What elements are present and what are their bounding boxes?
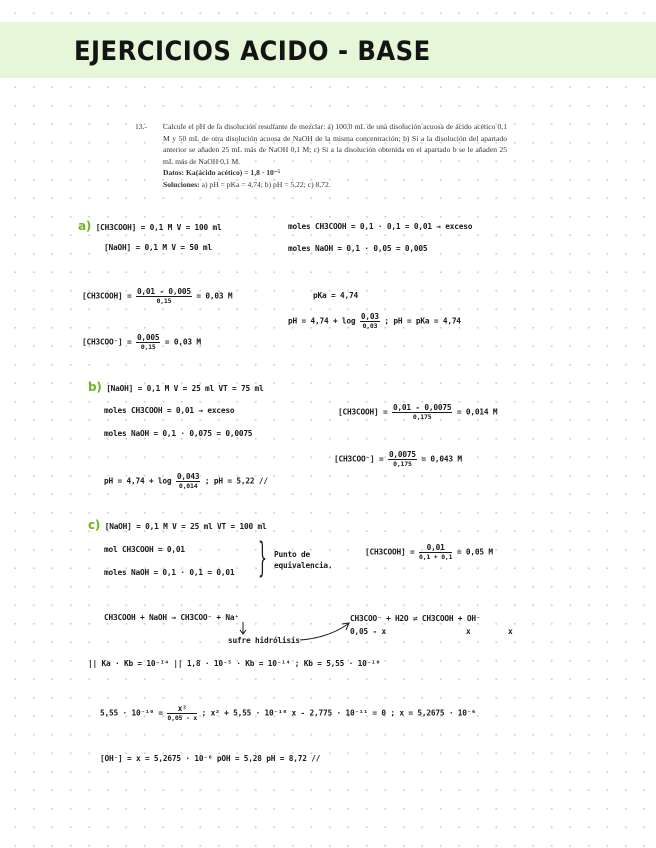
numerator: 0,01 - 0,0075 (392, 403, 452, 412)
part-b-moles-acid: moles CH3COOH = 0,01 → exceso (104, 406, 235, 415)
fraction (392, 403, 452, 422)
part-c-line1: [NaOH] = 0,1 M V = 25 ml VT = 100 ml (104, 522, 267, 531)
curly-brace: } (258, 535, 267, 581)
solutions-label: Soluciones: (163, 179, 200, 189)
numerator: 0,043 (176, 472, 200, 481)
part-c-mol-acid: mol CH3COOH = 0,01 (104, 545, 185, 554)
eq-lhs: 5,55 · 10⁻¹⁰ = (100, 708, 163, 718)
denominator: 0,014 (178, 482, 198, 490)
conc-lhs: [CH3COO⁻] = (334, 454, 384, 464)
numerator: 0,005 (136, 333, 160, 342)
conc-lhs: [CH3COOH] = (82, 291, 132, 301)
ph-lhs: pH = 4,74 + log (104, 476, 172, 486)
curved-arrow-icon (298, 620, 354, 644)
part-a-label: a) (78, 219, 92, 233)
denominator: 0,15 (140, 343, 156, 351)
part-c-x-hydroxide: x (508, 627, 513, 636)
part-a-moles-base: moles NaOH = 0,1 · 0,05 = 0,005 (288, 244, 428, 253)
fraction (388, 450, 417, 469)
conc-lhs: [CH3COOH] = (365, 547, 415, 557)
ph-lhs: pH = 4,74 + log (288, 316, 356, 326)
problem-number: 13.- (135, 122, 148, 131)
page-title: EJERCICIOS ACIDO - BASE (74, 36, 431, 67)
part-b-moles-base: moles NaOH = 0,1 · 0,075 = 0,0075 (104, 429, 253, 438)
conc-result: = 0,03 M (164, 337, 201, 347)
numerator: x² (167, 704, 197, 714)
problem-body: Calcule el pH de la disolución resultante de mezclar: a) 100,0 mL de una disolución acuosa de ácido acético 0,1 M y 50 mL de otra disolución acuosa de NaOH de la misma concentración; b) Si a la disolución del apartado anterior se añaden 25 mL más de NaOH 0,1 M; c) Si a la disolución obtenida en el apartado b se le añaden 25 mL más de NaOH 0,1 M. (163, 122, 507, 166)
part-c-x-acid: x (466, 627, 471, 636)
part-a-pka: pKa = 4,74 (313, 291, 358, 300)
part-b-section (88, 380, 263, 394)
part-a-conc-acetate (82, 333, 201, 352)
part-a-line1: [CH3COOH] = 0,1 M V = 100 ml (95, 223, 222, 232)
part-c-hidrolisis: sufre hidrólisis (228, 636, 300, 645)
ph-result: ; pH = pKa = 4,74 (384, 316, 461, 326)
numerator: 0,01 - 0,005 (136, 287, 191, 296)
part-c-conc-acid (365, 543, 493, 562)
part-a-section (78, 219, 222, 233)
denominator: 0,175 (412, 413, 432, 421)
part-c-final: [OH⁻] = x = 5,2675 · 10⁻⁶ pOH = 5,28 pH = 8,72 // (100, 754, 321, 763)
denominator: 0,15 (156, 297, 172, 305)
conc-lhs: [CH3COOH] = (338, 407, 388, 417)
part-b-ph (104, 472, 268, 491)
solutions-values: a) pH = pKa = 4,74; b) pH = 5,22; c) 8,72. (201, 179, 331, 189)
part-c-section (88, 518, 267, 532)
eq-result: ; x² + 5,55 · 10⁻¹⁰ x - 2,775 · 10⁻¹¹ = 0 ; x = 5,2675 · 10⁻⁶ (201, 708, 476, 718)
part-c-mol-base: moles NaOH = 0,1 · 0,1 = 0,01 (104, 568, 235, 577)
part-c-hydrolysis-initial: 0,05 - x (350, 627, 386, 636)
part-a-line2: [NaOH] = 0,1 M V = 50 ml (104, 243, 212, 252)
part-a-conc-acid (82, 287, 232, 306)
numerator: 0,01 (419, 543, 452, 553)
part-b-label: b) (88, 380, 102, 394)
part-b-conc-acid (338, 403, 497, 422)
problem-data: Datos: Ka(ácido acético) = 1,8 · 10⁻⁵ (163, 168, 281, 178)
conc-result: = 0,014 M (456, 407, 498, 417)
part-b-conc-acetate (334, 450, 462, 469)
down-arrow-icon (238, 622, 248, 636)
conc-lhs: [CH3COO⁻] = (82, 337, 132, 347)
problem-solutions (163, 179, 507, 191)
problem-text (163, 121, 507, 191)
numerator: 0,0075 (388, 450, 416, 459)
part-c-equation (100, 704, 476, 723)
part-c-hydrolysis-eq: CH3COO⁻ + H2O ⇌ CH3COOH + OH⁻ (350, 614, 481, 623)
part-a-moles-acid: moles CH3COOH = 0,1 · 0,1 = 0,01 → exceso (288, 222, 473, 231)
numerator: 0,03 (360, 312, 379, 321)
fraction (136, 287, 192, 306)
denominator: 0,03 (362, 322, 378, 330)
fraction (176, 472, 200, 491)
part-a-ph (288, 312, 461, 331)
denominator: 0,05 - x (167, 714, 198, 722)
part-b-line1: [NaOH] = 0,1 M V = 25 ml VT = 75 ml (106, 384, 264, 393)
fraction (360, 312, 380, 331)
conc-result: = 0,043 M (421, 454, 462, 464)
denominator: 0,1 + 0,1 (418, 553, 453, 561)
fraction (136, 333, 160, 352)
fraction (167, 704, 197, 723)
denominator: 0,175 (393, 460, 412, 468)
conc-result: = 0,03 M (196, 291, 233, 301)
fraction (419, 543, 452, 562)
ph-result: ; pH = 5,22 // (204, 476, 268, 486)
part-c-label: c) (88, 518, 101, 532)
problem-statement (135, 121, 507, 191)
part-c-reaction: CH3COOH + NaOH → CH3COO⁻ + Na⁺ (104, 613, 239, 622)
part-c-punto-equivalencia: Punto de equivalencia. (274, 550, 333, 570)
conc-result: = 0,05 M (456, 547, 493, 557)
part-c-kb: || Ka · Kb = 10⁻¹⁴ || 1,8 · 10⁻⁵ · Kb = 10⁻¹⁴ ; Kb = 5,55 · 10⁻¹⁰ (88, 659, 381, 668)
